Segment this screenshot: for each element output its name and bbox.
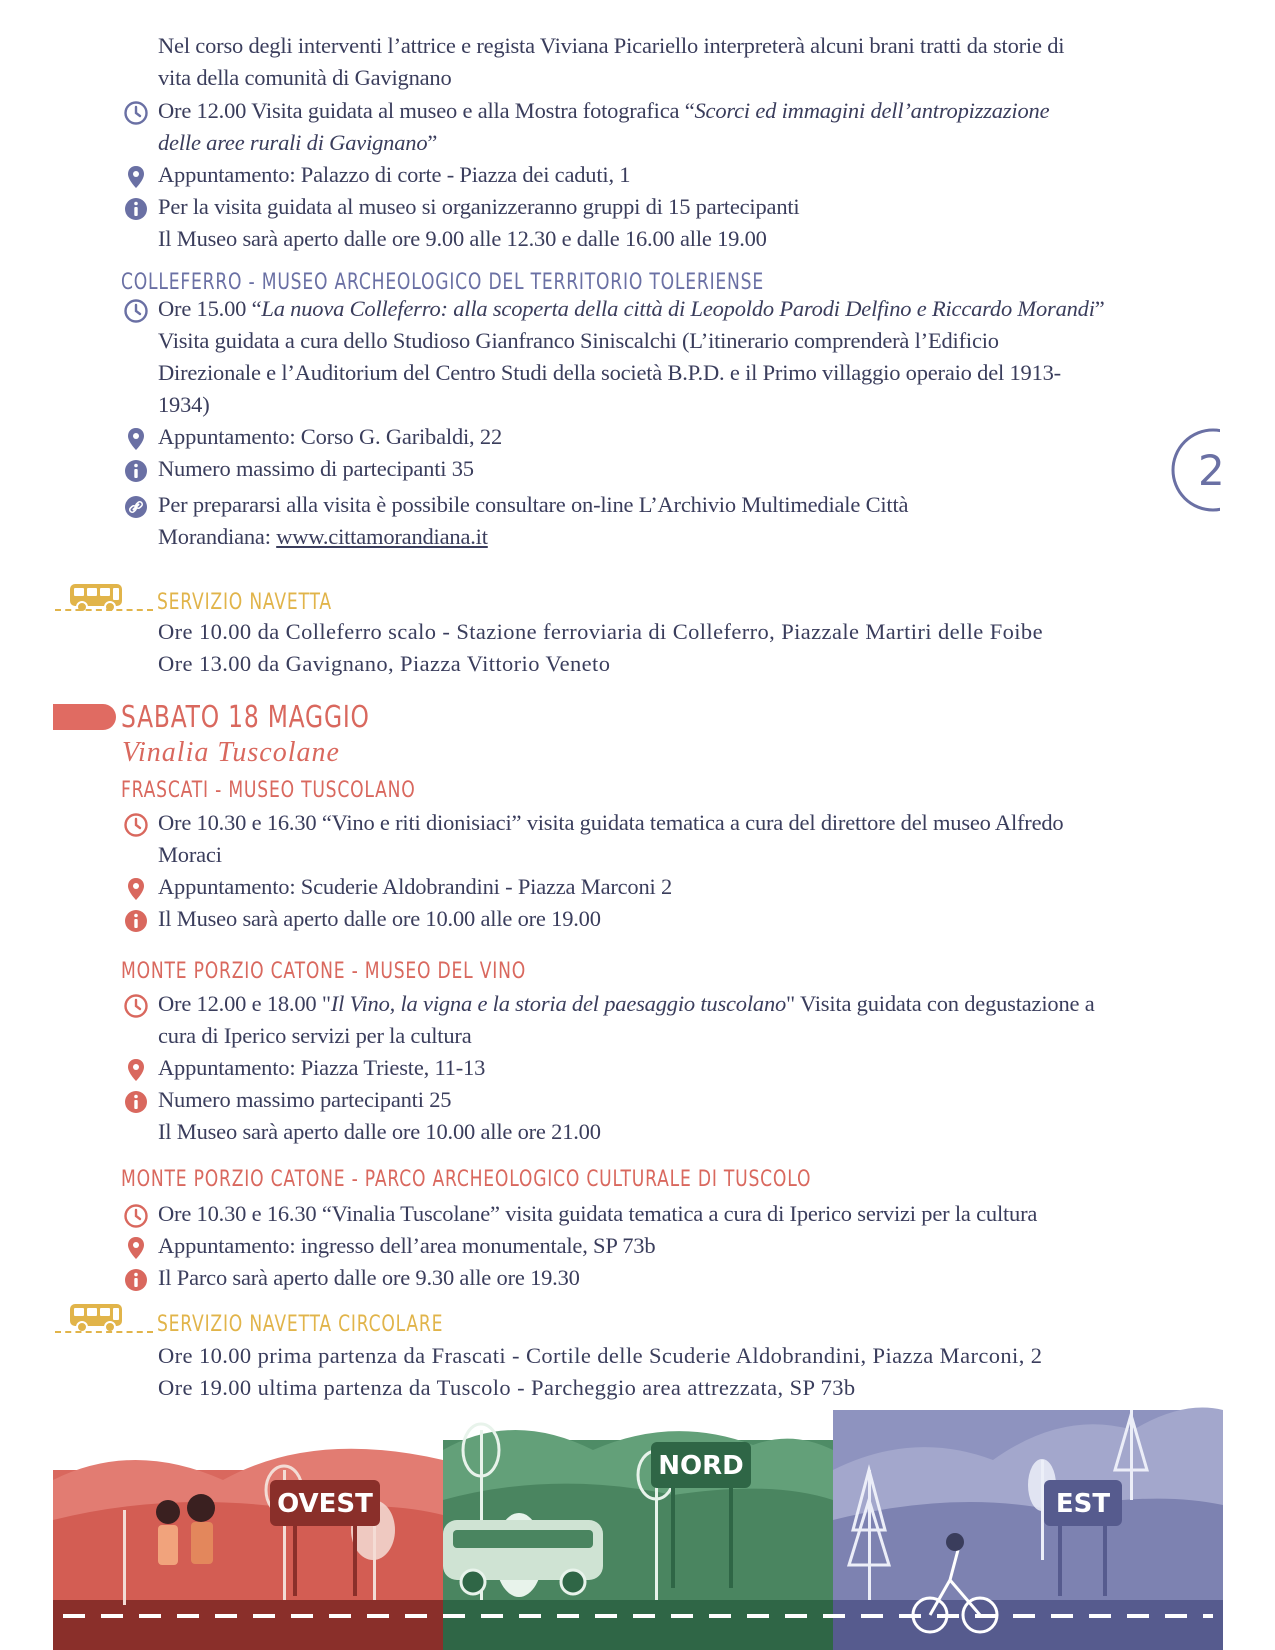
gavignano-visit-time [158,95,1049,127]
sign-east: EST [1055,1489,1111,1519]
info-icon [123,458,149,484]
frascati-time-2: Moraci [158,842,222,867]
mpc-parco-heading: MONTE PORZIO CATONE - PARCO ARCHEOLOGICO CULTURALE DI TUSCOLO [121,1167,812,1192]
clock-icon [123,993,149,1019]
mpc-parco-appointment: Appuntamento: ingresso dell’area monumentale, SP 73b [158,1233,656,1258]
colleferro-link-line [158,521,488,553]
mpc-vino-heading: MONTE PORZIO CATONE - MUSEO DEL VINO [121,959,527,984]
time-text-end: " Visita guidata con degustazione a [786,991,1095,1016]
mpc-vino-info-2: Il Museo sarà aperto dalle ore 10.00 alle ore 21.00 [158,1119,601,1144]
colleferro-desc-3: 1934) [158,392,210,417]
gavignano-appointment: Appuntamento: Palazzo di corte - Piazza dei caduti, 1 [158,162,631,187]
page-number: 2 [1198,446,1225,495]
page-number-badge [1168,425,1258,515]
colleferro-appointment: Appuntamento: Corso G. Garibaldi, 22 [158,424,503,449]
colleferro-desc-1: Visita guidata a cura dello Studioso Gianfranco Siniscalchi (L’itinerario comprenderà l’Edificio [158,328,999,353]
info-icon [123,1089,149,1115]
sign-north: NORD [658,1451,744,1481]
dashed-line [55,609,153,611]
clock-icon [123,812,149,838]
event-subtitle: Vinalia Tuscolane [122,737,340,768]
gavignano-info-1: Per la visita guidata al museo si organizzeranno gruppi di 15 partecipanti [158,194,800,219]
location-pin-icon [123,876,149,902]
link-label: Morandiana: [158,524,277,549]
mpc-parco-time: Ore 10.30 e 16.30 “Vinalia Tuscolane” visita guidata tematica a cura di Iperico servizi per la cultura [158,1201,1038,1226]
mpc-parco-info: Il Parco sarà aperto dalle ore 9.30 alle ore 19.30 [158,1265,580,1290]
quote-close: ” [1094,296,1105,321]
info-icon [123,908,149,934]
shuttle-heading: SERVIZIO NAVETTA [157,590,332,615]
date-heading: SABATO 18 MAGGIO [121,700,370,735]
colleferro-info: Numero massimo di partecipanti 35 [158,456,474,481]
location-pin-icon [123,1057,149,1083]
mpc-vino-time-2: cura di Iperico servizi per la cultura [158,1023,472,1048]
frascati-heading: FRASCATI - MUSEO TUSCOLANO [121,778,416,803]
location-pin-icon [123,1235,149,1261]
exhibit-title-cont: delle aree rurali di Gavignano [158,130,428,155]
mpc-vino-info-1: Numero massimo partecipanti 25 [158,1087,452,1112]
location-pin-icon [123,164,149,190]
colleferro-time [158,293,1105,325]
shuttle-line-2: Ore 13.00 da Gavignano, Piazza Vittorio Veneto [158,651,611,676]
quote-close: ” [427,130,438,155]
intro-line-2: vita della comunità di Gavignano [158,65,452,90]
location-pin-icon [123,426,149,452]
clock-icon [123,1203,149,1229]
sign-west: OVEST [277,1489,373,1519]
date-tab [53,704,116,730]
time-text: Ore 15.00 “ [158,296,262,321]
visit-title: Il Vino, la vigna e la storia del paesaggio tuscolano [330,991,787,1016]
frascati-appointment: Appuntamento: Scuderie Aldobrandini - Piazza Marconi 2 [158,874,673,899]
colleferro-link-text-1: Per prepararsi alla visita è possibile consultare on-line L’Archivio Multimediale Città [158,492,909,517]
intro-line-1: Nel corso degli interventi l’attrice e regista Viviana Picariello interpreterà alcuni brani tratti da storie di [158,33,1065,58]
time-text: Ore 12.00 e 18.00 " [158,991,331,1016]
info-icon [123,196,149,222]
gavignano-info-2: Il Museo sarà aperto dalle ore 9.00 alle 12.30 e dalle 16.00 alle 19.00 [158,226,767,251]
gavignano-visit-time-cont [158,127,437,159]
shuttle-line-1: Ore 10.00 da Colleferro scalo - Stazione ferroviaria di Colleferro, Piazzale Martiri delle Foibe [158,619,1043,644]
mpc-vino-appointment: Appuntamento: Piazza Trieste, 11-13 [158,1055,486,1080]
colleferro-heading: COLLEFERRO - MUSEO ARCHEOLOGICO DEL TERRITORIO TOLERIENSE [121,270,764,295]
dashed-line [55,1331,153,1333]
frascati-time-1: Ore 10.30 e 16.30 “Vino e riti dionisiaci” visita guidata tematica a cura del direttore del museo Alfredo [158,810,1064,835]
shuttle-circular-line-2: Ore 19.00 ultima partenza da Tuscolo - Parcheggio area attrezzata, SP 73b [158,1375,856,1400]
clock-icon [123,100,149,126]
info-icon [123,1267,149,1293]
clock-icon [123,298,149,324]
colleferro-desc-2: Direzionale e l’Auditorium del Centro Studi della società B.P.D. e il Primo villaggio operaio del 1913- [158,360,1061,385]
mpc-vino-time [158,988,1095,1020]
shuttle-circular-heading: SERVIZIO NAVETTA CIRCOLARE [157,1312,444,1337]
link-icon [123,494,149,520]
shuttle-circular-line-1: Ore 10.00 prima partenza da Frascati - Cortile delle Scuderie Aldobrandini, Piazza Marconi, 2 [158,1343,1043,1368]
website-link[interactable]: www.cittamorandiana.it [276,524,488,549]
exhibit-title: Scorci ed immagini dell’antropizzazione [694,98,1050,123]
visit-title: La nuova Colleferro: alla scoperta della città di Leopoldo Parodi Delfino e Riccardo Morandi [261,296,1095,321]
time-text: Ore 12.00 Visita guidata al museo e alla Mostra fotografica “ [158,98,695,123]
landscape-illustration [53,1390,1223,1650]
frascati-info: Il Museo sarà aperto dalle ore 10.00 alle ore 19.00 [158,906,601,931]
